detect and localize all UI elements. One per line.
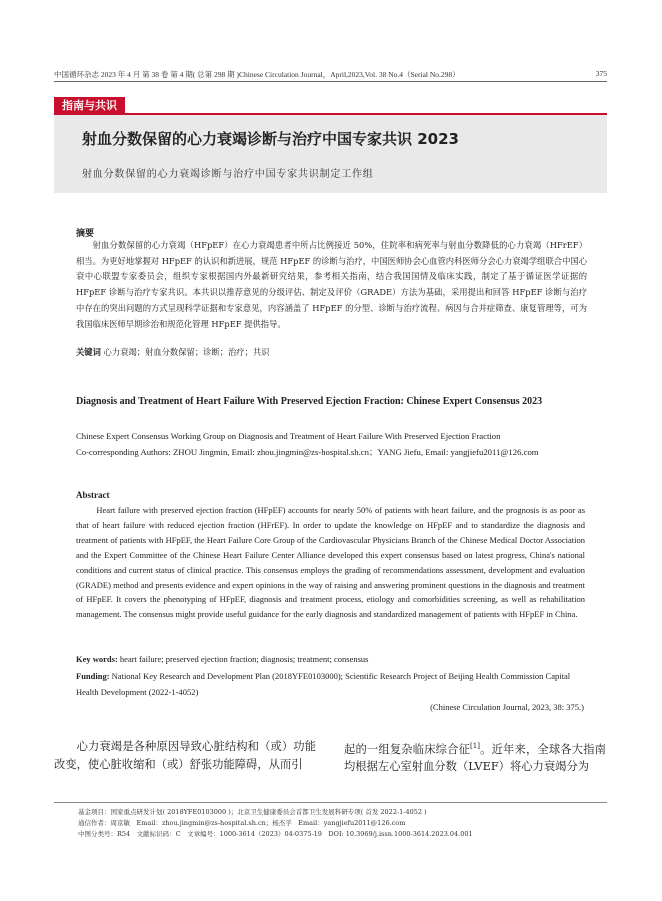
body-left-column: 心力衰竭是各种原因导致心脏结构和（或）功能改变，使心脏收缩和（或）舒张功能障碍，从而引 — [54, 740, 316, 771]
abstract-label-zh: 摘要 — [76, 229, 95, 239]
body-right-column — [344, 738, 606, 776]
journal-info: 中国循环杂志 2023 年 4 月 第 38 卷 第 4 期( 总第 298 期 )Chinese Circulation Journal，April,2023,Vol. 38 No.4（Serial No.298） — [54, 70, 460, 79]
header-rule — [54, 81, 607, 82]
funding-en — [76, 669, 585, 700]
funding-value: National Key Research and Development Plan (2018YFE0103000); Scientific Research Project of Beijing Health Commission Capital Health Development (2022-1-4052) — [76, 671, 571, 697]
funding-label: Funding: — [76, 671, 110, 681]
group-en: Chinese Expert Consensus Working Group on Diagnosis and Treatment of Heart Failure With Preserved Ejection Fraction — [76, 431, 501, 441]
abstract-label-en: Abstract — [76, 490, 110, 500]
body-right-text-b: 。近年来，全球各大指南均根据左心室射血分数（LVEF）将心力衰竭分为 — [344, 742, 606, 774]
authors-zh: 射血分数保留的心力衰竭诊断与治疗中国专家共识制定工作组 — [82, 169, 374, 180]
footnote-correspondence: 通信作者：周京敏 Email：zhou.jingmin@zs-hospital.sh.cn；杨杰孚 Email：yangjiefu2011@126.com — [78, 819, 406, 827]
title-zh: 射血分数保留的心力衰竭诊断与治疗中国专家共识 2023 — [82, 130, 459, 148]
citation-en: (Chinese Circulation Journal, 2023, 38: 375.) — [430, 702, 584, 712]
keywords-value-en: heart failure; preserved ejection fraction; diagnosis; treatment; consensus — [117, 654, 369, 664]
section-tag: 指南与共识 — [54, 97, 125, 114]
footnote-funding: 基金项目：国家重点研发计划( 2018YFE0103000 )；北京卫生健康委员会首都卫生发展科研专项( 首发 2022-1-4052 ) — [78, 808, 427, 816]
keywords-label-zh: 关键词 — [76, 347, 101, 357]
title-box — [54, 115, 607, 193]
keywords-value-zh: 心力衰竭；射血分数保留；诊断；治疗；共识 — [103, 347, 270, 357]
abstract-zh: 射血分数保留的心力衰竭（HFpEF）在心力衰竭患者中所占比例接近 50%，住院率和病死率与射血分数降低的心力衰竭（HFrEF）相当。为更好地掌握对 HFpEF 的认识和新进展，规范 HFpEF 的诊断与治疗，中国医师协会心血管内科医师分会心力衰竭学组联合中国心衰中心联盟专家委员会，组织专家根据国内外最新研究结果，参考相关指南，结合我国国情及临床实践，制定了基于循证医学证据的 HFpEF 诊断与治疗专家共识。本共识以推荐意见的分级评估、制定及评价（GRADE）方法为基础，采用提出和回答 HFpEF 诊断与治疗中存在的突出问题的方式呈现科学证据和专家意见，内容涵盖了 HFpEF 的分型、诊断与治疗流程、病因与合并症筛查、康复管理等，可为我国临床医师早期诊治和规范化管理 HFpEF 提供指导。 — [76, 240, 587, 329]
footnotes — [78, 807, 598, 840]
keywords-en — [76, 654, 368, 664]
reference-marker: [1] — [470, 742, 480, 750]
body-right-text-a: 起的一组复杂临床综合征 — [344, 742, 471, 756]
footnote-classification: 中图分类号：R54 文献标识码：C 文章编号：1000-3614（2023）04-0375-19 DOI: 10.3969/j.issn.1000-3614.2023.04.001 — [78, 830, 473, 838]
coauthors-en: Co-corresponding Authors: ZHOU Jingmin, Email: zhou.jingmin@zs-hospital.sh.cn；YANG Jiefu, Email: yangjiefu2011@126.com — [76, 447, 539, 457]
keywords-zh — [76, 346, 270, 358]
footnote-rule — [54, 802, 607, 803]
page-number: 375 — [595, 69, 607, 78]
keywords-label-en: Key words: — [76, 654, 118, 664]
running-head — [54, 69, 607, 80]
title-en: Diagnosis and Treatment of Heart Failure With Preserved Ejection Fraction: Chinese Expert Consensus 2023 — [76, 396, 543, 407]
abstract-en: Heart failure with preserved ejection fraction (HFpEF) accounts for nearly 50% of patients with heart failure, and the prognosis is as poor as that of heart failure with reduced ejection fraction (HFrEF). In order to update the knowledge on HFpEF and to standardize the diagnosis and treatment of patients with HFpEF, the Heart Failure Core Group of the Cardiovascular Physicians Branch of the Chinese Medical Doctor Association and the Expert Committee of the Chinese Heart Failure Center Alliance developed this expert consensus based on latest progress, China's national conditions and current status of clinical practice. This consensus employs the grading of recommendations assessment, development and evaluation (GRADE) method and presents evidence and expert opinions in the way of raising and answering prominent questions in the diagnosis and treatment of HFpEF. It covers the phenotyping of HFpEF, diagnosis and treatment process, etiology and comorbidities screening, as well as rehabilitation management. The consensus might provide useful guidance for the early diagnosis and standardized management of patients with HFpEF in China. — [76, 505, 585, 620]
